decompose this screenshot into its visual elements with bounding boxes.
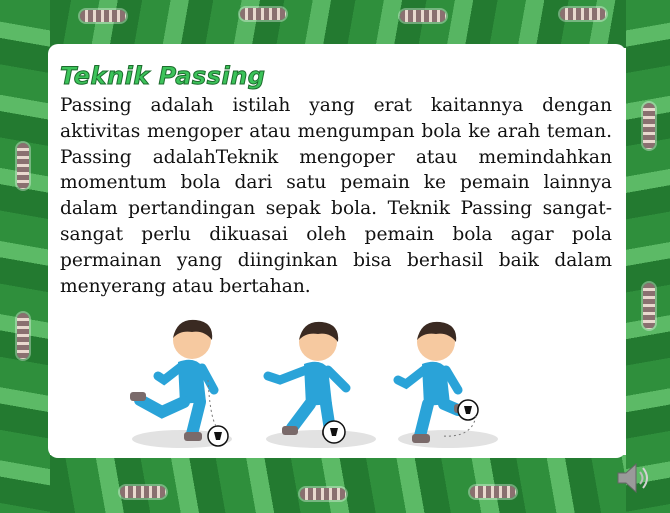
leaf-border-bottom xyxy=(0,455,670,513)
caterpillar-decoration xyxy=(470,486,516,498)
caterpillar-decoration xyxy=(300,488,346,500)
caterpillar-decoration xyxy=(643,103,655,149)
leaf-border-left xyxy=(0,0,50,513)
leaf-border-right xyxy=(626,0,670,513)
caterpillar-decoration xyxy=(17,143,29,189)
speaker-icon[interactable] xyxy=(612,458,652,498)
caterpillar-decoration xyxy=(560,8,606,20)
caterpillar-decoration xyxy=(120,486,166,498)
caterpillar-decoration xyxy=(80,10,126,22)
caterpillar-decoration xyxy=(400,10,446,22)
caterpillar-decoration xyxy=(17,313,29,359)
slide-paragraph: Passing adalah istilah yang erat kaitannya dengan aktivitas mengoper atau mengumpan bola ke arah teman. Passing adalahTeknik mengoper atau memindahkan momentum bola dari satu pemain ke pemain lainnya dalam pertandingan sepak bola. Teknik Passing sangat-sangat perlu dikuasai oleh pemain bola agar pola permainan yang diinginkan bisa berhasil baik dalam menyerang atau bertahan. xyxy=(60,95,612,297)
boy-kicking-ball-illustration xyxy=(122,316,242,450)
boy-kicking-ball-illustration xyxy=(392,318,502,450)
slide-title: Teknik Passing xyxy=(60,62,266,90)
caterpillar-decoration xyxy=(643,283,655,329)
caterpillar-decoration xyxy=(240,8,286,20)
boy-kicking-ball-illustration xyxy=(258,318,378,450)
